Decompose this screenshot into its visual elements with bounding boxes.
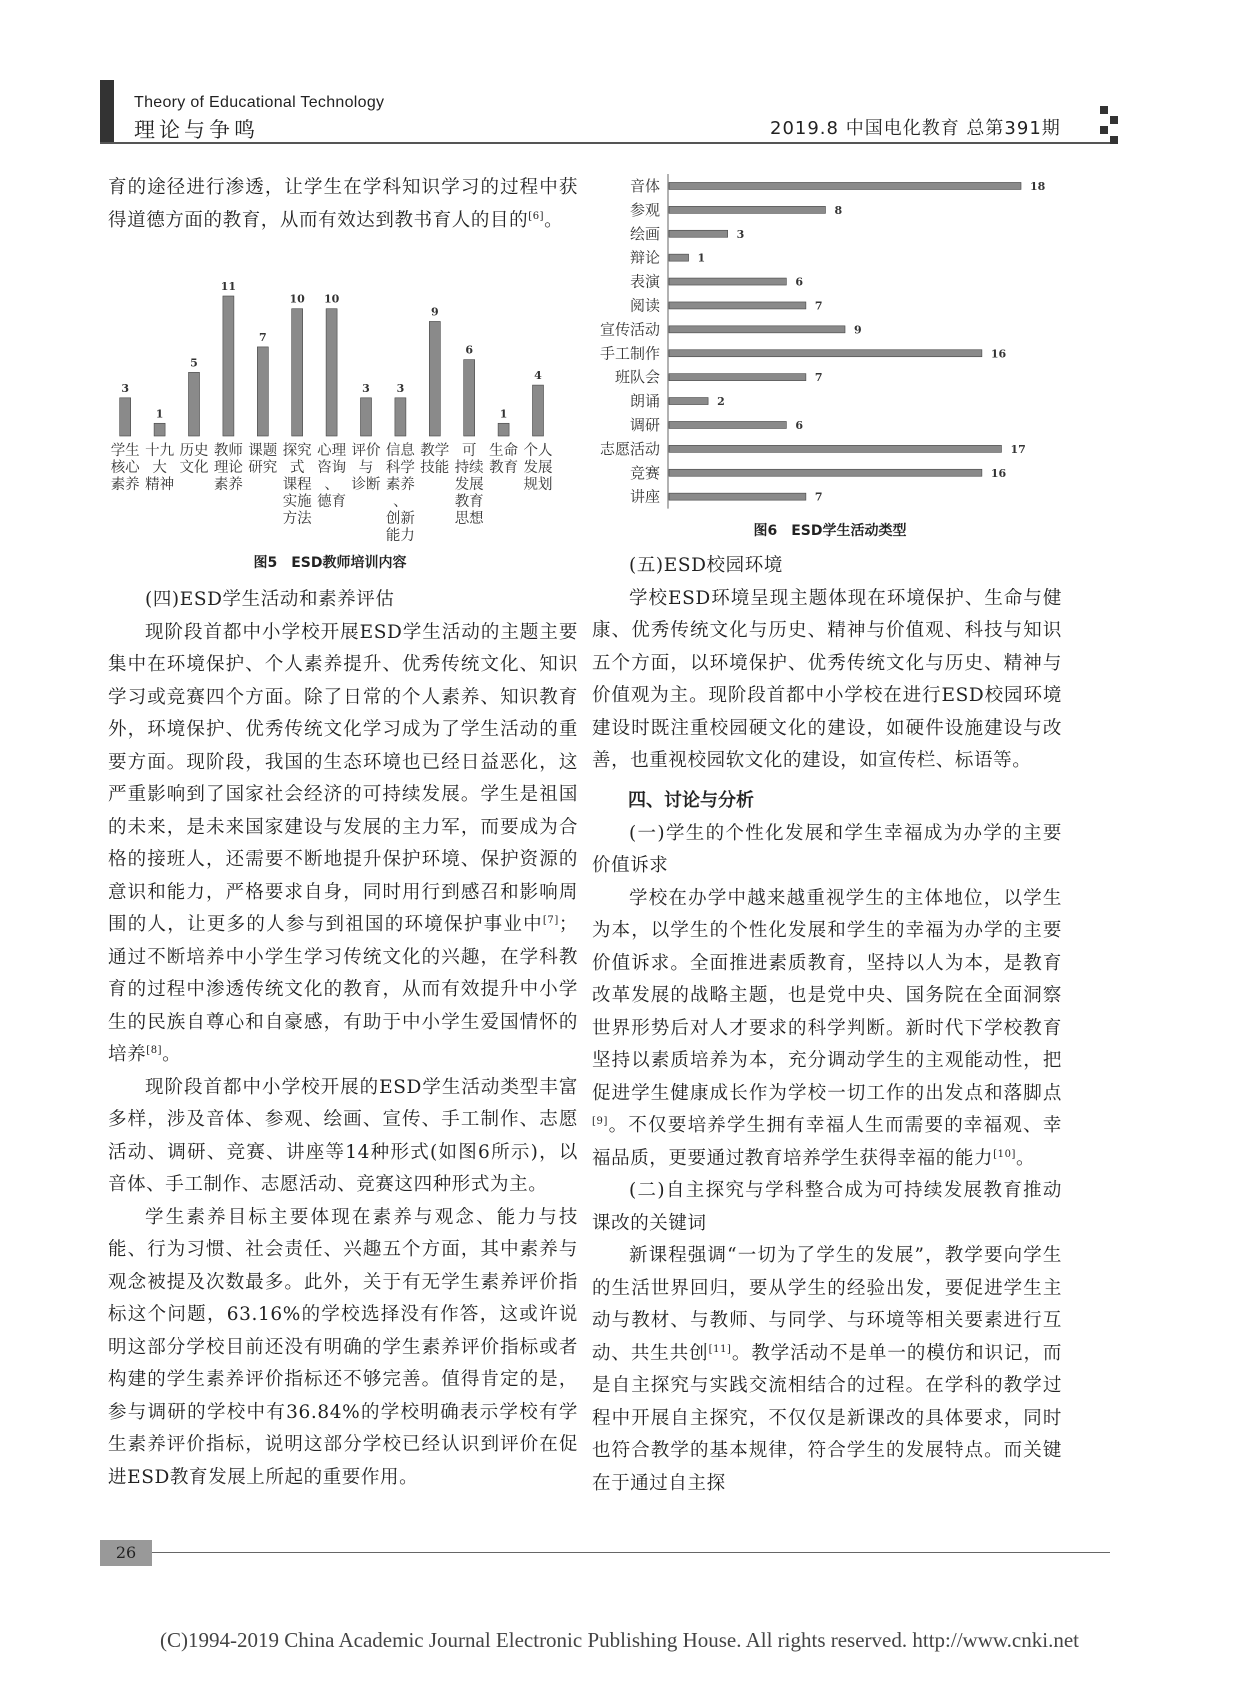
bar xyxy=(669,278,786,285)
bar xyxy=(669,302,806,309)
category-label: 绘画 xyxy=(629,224,660,243)
category-label: 核心 xyxy=(110,460,140,476)
category-label: 课题 xyxy=(248,443,278,459)
citation-10: [10] xyxy=(993,1148,1017,1160)
bar xyxy=(120,398,131,436)
bar-value-label: 18 xyxy=(1030,179,1046,193)
bar-value-label: 5 xyxy=(190,356,198,370)
category-label: 、 xyxy=(324,477,339,493)
bar-value-label: 3 xyxy=(736,227,745,241)
category-label: 素养 xyxy=(110,477,140,493)
category-label: 科学 xyxy=(385,460,415,476)
category-label: 素养 xyxy=(385,477,415,493)
bar-value-label: 11 xyxy=(220,280,237,293)
bar xyxy=(223,296,234,436)
journal-english-title: Theory of Educational Technology xyxy=(134,94,385,111)
bar xyxy=(361,398,372,436)
citation-6: [6] xyxy=(528,210,545,222)
figure6-caption: 图6 ESD学生活动类型 xyxy=(753,523,907,539)
bar-value-label: 1 xyxy=(697,251,706,265)
bar xyxy=(669,206,825,213)
citation-7: [7] xyxy=(542,914,559,926)
bar-value-label: 1 xyxy=(499,407,508,421)
category-label: 评价 xyxy=(351,443,381,459)
category-label: 式 xyxy=(289,460,305,476)
bar xyxy=(669,326,845,333)
footer-rule xyxy=(152,1552,1110,1553)
category-label: 实施 xyxy=(282,494,312,510)
category-label: 教育 xyxy=(454,494,484,510)
bar xyxy=(429,321,440,436)
category-label: 教育 xyxy=(489,460,519,476)
category-label: 教学 xyxy=(420,443,450,459)
bar-value-label: 8 xyxy=(834,203,843,217)
part4-heading: 四、讨论与分析 xyxy=(628,789,754,811)
category-label: 发展 xyxy=(454,477,484,493)
section4-title: (四)ESD学生活动和素养评估 xyxy=(145,589,395,610)
category-label: 能力 xyxy=(385,528,415,544)
bar-value-label: 16 xyxy=(990,347,1007,361)
category-label: 、 xyxy=(393,494,408,510)
bar-value-label: 7 xyxy=(814,299,823,313)
bar xyxy=(189,372,200,436)
bar-value-label: 6 xyxy=(795,418,803,432)
intro-end: 。 xyxy=(544,209,564,231)
bar xyxy=(257,347,268,436)
section-title: 理论与争鸣 xyxy=(134,118,259,142)
category-label: 表演 xyxy=(629,272,660,291)
category-label: 咨询 xyxy=(317,460,347,476)
right-text xyxy=(592,550,1062,1500)
bar-value-label: 2 xyxy=(717,395,725,409)
category-label: 探究 xyxy=(282,443,312,459)
bar-value-label: 9 xyxy=(430,305,439,319)
left-section4 xyxy=(108,584,578,1494)
category-label: 手工制作 xyxy=(599,344,660,363)
bar xyxy=(669,374,806,381)
header-accent-bar xyxy=(100,80,114,142)
category-label: 研究 xyxy=(248,460,278,476)
section5-title: (五)ESD校园环境 xyxy=(629,555,783,576)
bar-value-label: 7 xyxy=(814,490,823,504)
bar-value-label: 3 xyxy=(121,381,130,395)
bar-value-label: 17 xyxy=(1010,442,1026,456)
category-label: 调研 xyxy=(629,415,660,434)
category-label: 宣传活动 xyxy=(599,320,660,339)
bar-value-label: 7 xyxy=(258,330,267,344)
bar-value-label: 3 xyxy=(362,381,370,395)
bar-value-label: 16 xyxy=(990,466,1007,480)
intro-text: 育的途径进行渗透，让学生在学科知识学习的过程中获得道德方面的教育，从而有效达到教书育人的目的 xyxy=(108,177,578,231)
category-label: 课程 xyxy=(282,477,312,493)
category-label: 文化 xyxy=(179,460,209,476)
section4-paragraph1-cont: ；通过不断培养中小学生学习传统文化的兴趣，在学科教育的过程中渗透传统文化的教育，从而有效提升中小学生的民族自尊心和自豪感，有助于中小学生爱国情怀的培养 xyxy=(108,914,578,1065)
category-label: 大 xyxy=(152,460,167,476)
category-label: 德育 xyxy=(317,494,347,510)
category-label: 理论 xyxy=(213,460,243,476)
bar-value-label: 9 xyxy=(854,323,862,337)
bar xyxy=(395,398,406,436)
category-label: 志愿活动 xyxy=(599,439,660,458)
citation-11: [11] xyxy=(708,1343,732,1355)
citation-9: [9] xyxy=(592,1115,608,1127)
bar xyxy=(326,309,337,436)
figure5-teacher-training-chart xyxy=(100,270,560,550)
period: 。 xyxy=(1016,1147,1036,1169)
header-rule xyxy=(100,142,1110,144)
subsection1-paragraph: 学校在办学中越来越重视学生的主体地位，以学生为本，以学生的个性化发展和学生的幸福为办学的主要价值诉求。全面推进素质教育，坚持以人为本，是教育改革发展的战略主题，也是党中央、国务院在全面洞察世界形势后对人才要求的科学判断。新时代下学校教育坚持以素质培养为本，充分调动学生的主观能动性，把促进学生健康成长作为学校一切工作的出发点和落脚点 xyxy=(592,887,1062,1104)
bar-value-label: 10 xyxy=(289,292,305,306)
category-label: 讲座 xyxy=(629,487,660,506)
bar-value-label: 7 xyxy=(814,371,823,385)
bar xyxy=(154,423,165,436)
bar xyxy=(669,182,1021,189)
category-label: 与 xyxy=(358,460,374,476)
left-intro xyxy=(108,172,578,237)
bar xyxy=(669,230,728,237)
category-label: 辩论 xyxy=(629,248,660,267)
bar xyxy=(669,445,1001,452)
category-label: 可 xyxy=(461,443,477,459)
category-label: 规划 xyxy=(523,477,553,493)
category-label: 思想 xyxy=(454,511,484,527)
citation-8: [8] xyxy=(146,1044,163,1056)
bar xyxy=(498,423,509,436)
category-label: 参观 xyxy=(629,200,660,219)
category-label: 教师 xyxy=(213,443,243,459)
category-label: 个人 xyxy=(523,443,553,459)
section4-paragraph1: 现阶段首都中小学校开展ESD学生活动的主题主要集中在环境保护、个人素养提升、优秀传统文化、知识学习或竞赛四个方面。除了日常的个人素养、知识教育外，环境保护、优秀传统文化学习成为了学生活动的重要方面。现阶段，我国的生态环境也已经日益恶化，这严重影响到了国家社会经济的可持续发展。学生是祖国的未来，是未来国家建设与发展的主力军，而要成为合格的接班人，还需要不断地提升保护环境、保护资源的意识和能力，严格要求自身，同时用行到感召和影响周围的人，让更多的人参与到祖国的环境保护事业中 xyxy=(108,621,578,935)
section4-paragraph2: 现阶段首都中小学校开展的ESD学生活动类型丰富多样，涉及音体、参观、绘画、宣传、手工制作、志愿活动、调研、竞赛、讲座等14种形式(如图6所示)，以音体、手工制作、志愿活动、竞赛这四种形式为主。 xyxy=(108,1076,578,1195)
category-label: 音体 xyxy=(629,176,660,195)
category-label: 历史 xyxy=(179,443,209,459)
period: 。 xyxy=(162,1044,182,1065)
section4-paragraph3: 学生素养目标主要体现在素养与观念、能力与技能、行为习惯、社会责任、兴趣五个方面，其中素养与观念被提及次数最多。此外，关于有无学生素养评价指标这个问题，63.16%的学校选择没有作答，这或许说明这部分学校目前还没有明确的学生素养评价指标或者构建的学生素养评价指标还不够完善。值得肯定的是，参与调研的学校中有36.84%的学校明确表示学校有学生素养评价指标，说明这部分学校已经认识到评价在促进ESD教育发展上所起的重要作用。 xyxy=(108,1206,578,1488)
category-label: 阅读 xyxy=(629,296,660,315)
bar xyxy=(669,398,708,405)
header-decoration xyxy=(1100,106,1122,144)
issue-info: 2019.8 中国电化教育 总第391期 xyxy=(770,118,1061,139)
category-label: 十九 xyxy=(145,443,175,459)
category-label: 生命 xyxy=(489,443,519,459)
category-label: 竞赛 xyxy=(629,463,660,482)
bar xyxy=(669,254,689,261)
category-label: 创新 xyxy=(385,511,415,527)
subsection2-title: (二)自主探究与学科整合成为可持续发展教育推动课改的关键词 xyxy=(592,1180,1062,1234)
copyright-notice: (C)1994-2019 China Academic Journal Electronic Publishing House. All rights reserved. http://www.cnki.net xyxy=(160,1628,1079,1652)
category-label: 朗诵 xyxy=(629,392,660,411)
category-label: 精神 xyxy=(145,477,175,493)
subsection2-paragraph-cont: 。教学活动不是单一的模仿和识记，而是自主探究与实践交流相结合的过程。在学科的教学过程中开展自主探究，不仅仅是新课改的具体要求，同时也符合教学的基本规律，符合学生的发展特点。而关键在于通过自主探 xyxy=(592,1342,1062,1494)
bar xyxy=(533,385,544,436)
section5-paragraph: 学校ESD环境呈现主题体现在环境保护、生命与健康、优秀传统文化与历史、精神与价值观、科技与知识五个方面，以环境保护、优秀传统文化与历史、精神与价值观为主。现阶段首都中小学校在进行ESD校园环境建设时既注重校园硬文化的建设，如硬件设施建设与改善，也重视校园软文化的建设，如宣传栏、标语等。 xyxy=(592,587,1062,771)
bar xyxy=(669,421,786,428)
bar xyxy=(464,360,475,436)
subsection2-paragraph: 新课程强调“一切为了学生的发展”，教学要向学生的生活世界回归，要从学生的经验出发，要促进学生主动与教材、与教师、与同学、与环境等相关要素进行互动、共生共创 xyxy=(592,1245,1062,1364)
bar xyxy=(292,309,303,436)
bar-value-label: 10 xyxy=(323,292,340,306)
figure5-caption: 图5 ESD教师培训内容 xyxy=(253,555,407,571)
subsection1-paragraph-cont: 。不仅要培养学生拥有幸福人生而需要的幸福观、幸福品质，更要通过教育培养学生获得幸福的能力 xyxy=(592,1115,1062,1169)
bar-value-label: 4 xyxy=(534,369,542,383)
category-label: 班队会 xyxy=(614,368,660,387)
bar xyxy=(669,493,806,500)
category-label: 学生 xyxy=(110,443,140,459)
category-label: 发展 xyxy=(523,460,553,476)
bar-value-label: 6 xyxy=(465,343,474,357)
category-label: 持续 xyxy=(454,460,484,476)
bar-value-label: 6 xyxy=(795,275,803,289)
category-label: 素养 xyxy=(213,477,243,493)
page-number: 26 xyxy=(115,1543,137,1562)
bar xyxy=(669,469,982,476)
category-label: 技能 xyxy=(420,460,450,476)
subsection1-title: (一)学生的个性化发展和学生幸福成为办学的主要价值诉求 xyxy=(592,822,1062,876)
bar-value-label: 1 xyxy=(155,407,164,421)
bar-value-label: 3 xyxy=(396,381,405,395)
category-label: 信息 xyxy=(385,443,415,459)
category-label: 诊断 xyxy=(351,477,381,493)
category-label: 心理 xyxy=(317,443,347,459)
figure6-student-activity-chart xyxy=(580,170,1080,510)
bar xyxy=(669,350,982,357)
category-label: 方法 xyxy=(282,511,312,527)
